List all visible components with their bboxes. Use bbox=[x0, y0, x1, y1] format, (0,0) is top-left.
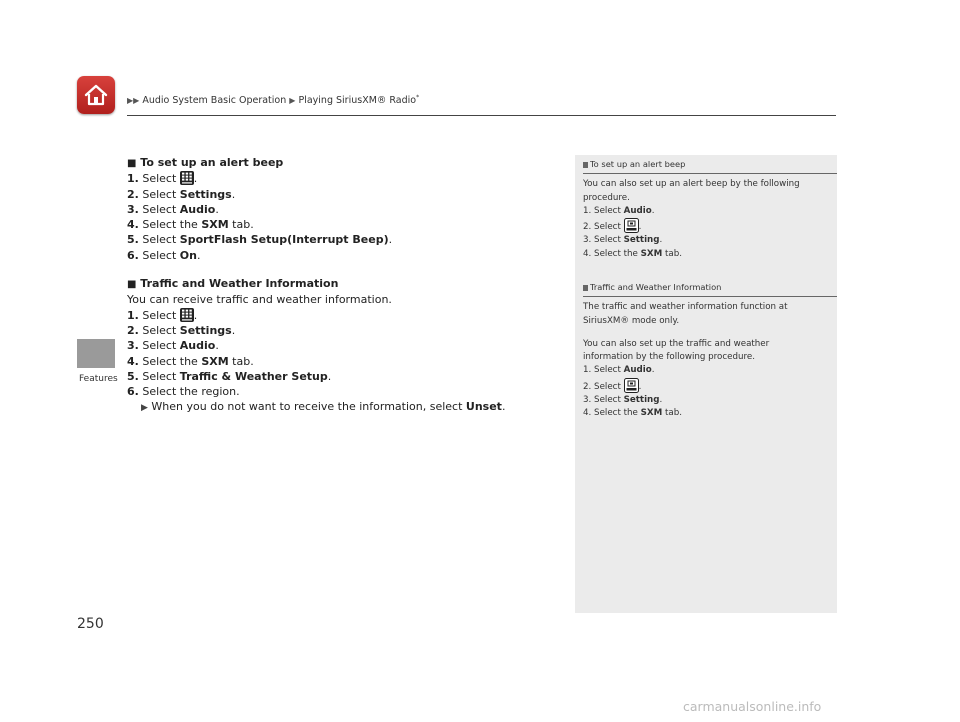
menu-icon bbox=[624, 218, 639, 233]
breadcrumb-arrow-icon: ▶▶ bbox=[127, 96, 140, 106]
step-item: 4. Select the SXM tab. bbox=[583, 248, 683, 259]
note-paragraph: The traffic and weather information function at SiriusXM® mode only. bbox=[583, 302, 788, 326]
step-number: 6. bbox=[127, 248, 139, 262]
step-number: 2. bbox=[127, 323, 139, 337]
note-marker-icon bbox=[583, 162, 588, 168]
step-item: 5. Select Traffic & Weather Setup. bbox=[127, 369, 332, 383]
step-number: 4. bbox=[127, 218, 139, 232]
step-item: 6. Select the region. bbox=[127, 385, 240, 399]
step-item: 4. Select the SXM tab. bbox=[127, 218, 254, 232]
square-bullet-icon: ■ bbox=[127, 158, 137, 169]
step-item: 5. Select SportFlash Setup(Interrupt Beep). bbox=[127, 233, 393, 247]
step-item: 1. Select . bbox=[127, 308, 198, 322]
page-number: 250 bbox=[77, 616, 104, 632]
breadcrumb-arrow-icon: ▶ bbox=[289, 96, 296, 106]
step-item: 1. Select Audio. bbox=[583, 205, 655, 216]
main-content bbox=[127, 155, 557, 430]
apps-icon bbox=[180, 308, 194, 322]
step-number: 3. bbox=[127, 202, 139, 216]
breadcrumb-current: Playing SiriusXM® Radio bbox=[298, 95, 417, 107]
side-tab-features[interactable] bbox=[77, 339, 115, 368]
breadcrumb-link-audio-basic[interactable]: Audio System Basic Operation bbox=[142, 95, 287, 107]
step-number: 5. bbox=[127, 233, 139, 247]
side-tab-label: Features bbox=[79, 374, 118, 384]
step-item: 1. Select Audio. bbox=[583, 365, 655, 376]
watermark: carmanualsonline.info bbox=[683, 699, 822, 714]
note-divider bbox=[583, 173, 837, 174]
step-item: 6. Select On. bbox=[127, 248, 201, 262]
step-number: 4. bbox=[127, 354, 139, 368]
note-marker-icon bbox=[583, 285, 588, 291]
home-icon bbox=[83, 83, 109, 107]
step-item: 2. Select Settings. bbox=[127, 187, 236, 201]
step-item: 3. Select Setting. bbox=[583, 395, 663, 406]
step-list bbox=[127, 171, 557, 263]
step-number: 6. bbox=[127, 385, 139, 399]
apps-icon bbox=[180, 171, 194, 185]
step-item: 3. Select Audio. bbox=[127, 339, 219, 353]
section-heading: Traffic and Weather Information bbox=[140, 277, 339, 291]
note-title: To set up an alert beep bbox=[590, 159, 686, 169]
note-divider bbox=[583, 296, 837, 297]
section-traffic-weather bbox=[127, 276, 557, 417]
menu-icon bbox=[624, 378, 639, 393]
note-step-list bbox=[583, 364, 837, 420]
note-alert-beep bbox=[575, 158, 837, 261]
note-paragraph: You can also set up the traffic and weather information by the following procedure. bbox=[583, 338, 770, 363]
step-item: 3. Select Setting. bbox=[583, 235, 663, 246]
step-list bbox=[127, 308, 557, 400]
step-number: 1. bbox=[127, 308, 139, 322]
square-bullet-icon: ■ bbox=[127, 279, 137, 291]
arrow-icon: ▶ bbox=[141, 403, 148, 414]
step-item: 2. Select . bbox=[583, 218, 837, 234]
step-item: 2. Select Settings. bbox=[127, 323, 236, 337]
step-item: 4. Select the SXM tab. bbox=[127, 354, 254, 368]
breadcrumb bbox=[127, 94, 419, 106]
breadcrumb-asterisk: * bbox=[416, 94, 420, 101]
home-button[interactable] bbox=[77, 76, 115, 114]
step-number: 1. bbox=[127, 172, 139, 186]
step-item: 3. Select Audio. bbox=[127, 202, 219, 216]
step-number: 3. bbox=[127, 339, 139, 353]
step-item: 1. Select . bbox=[127, 172, 198, 186]
note-traffic-weather bbox=[575, 281, 837, 421]
note-title: Traffic and Weather Information bbox=[590, 282, 722, 292]
step-item: 4. Select the SXM tab. bbox=[583, 408, 683, 419]
step-number: 2. bbox=[127, 187, 139, 201]
substep: ▶ When you do not want to receive the information, select Unset. bbox=[141, 400, 506, 414]
step-number: 5. bbox=[127, 369, 139, 383]
section-heading: To set up an alert beep bbox=[140, 156, 284, 169]
header-divider bbox=[127, 115, 836, 116]
section-intro: You can receive traffic and weather information. bbox=[127, 293, 392, 307]
note-step-list bbox=[583, 205, 837, 261]
section-alert-beep bbox=[127, 155, 557, 263]
notes-sidebar bbox=[575, 155, 837, 613]
note-intro: You can also set up an alert beep by the following procedure. bbox=[583, 179, 800, 203]
step-item: 2. Select . bbox=[583, 378, 837, 394]
